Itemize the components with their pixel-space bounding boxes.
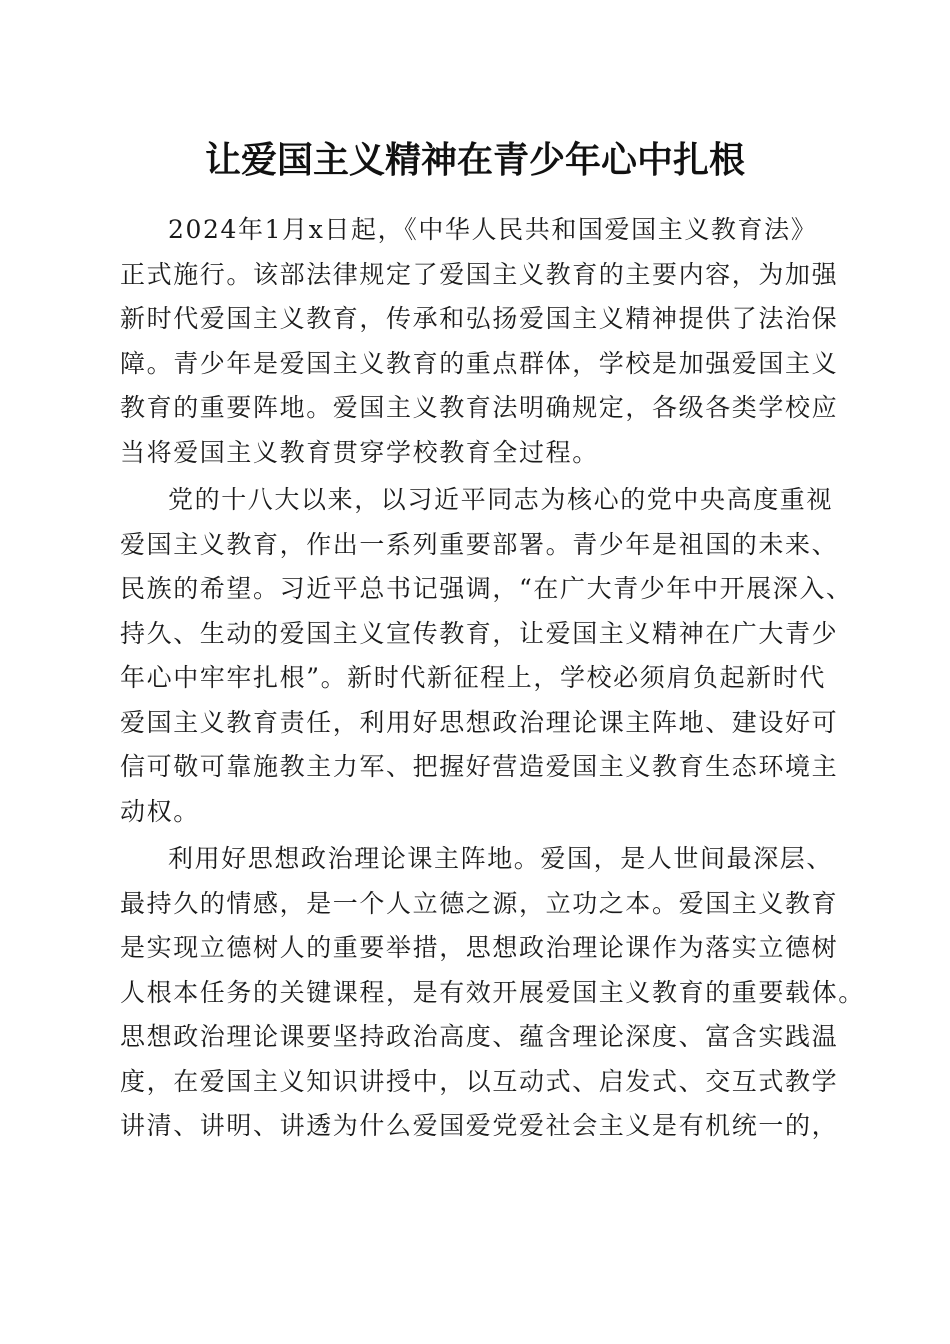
text-line: 爱国主义教育，作出一系列重要部署。青少年是祖国的未来、	[120, 529, 839, 559]
document-body	[120, 208, 865, 1152]
text-line: 讲清、讲明、讲透为什么爱国爱党爱社会主义是有机统一的，	[120, 1111, 839, 1140]
paragraph-3	[120, 837, 865, 1149]
text-line: 人根本任务的关键课程，是有效开展爱国主义教育的重要载体。	[120, 977, 865, 1007]
text-line: 度，在爱国主义知识讲授中，以互动式、启发式、交互式教学	[120, 1066, 839, 1096]
paragraph-1	[120, 208, 840, 475]
text-line: 年心中牢牢扎根”。新时代新征程上，学校必须肩负起新时代	[120, 663, 826, 692]
text-line: 新时代爱国主义教育，传承和弘扬爱国主义精神提供了法治保	[120, 304, 839, 333]
text-line: 障。青少年是爱国主义教育的重点群体，学校是加强爱国主义	[120, 348, 839, 378]
text-line: 正式施行。该部法律规定了爱国主义教育的主要内容，为加强	[120, 259, 839, 289]
text-line: 党的十八大以来，以习近平同志为核心的党中央高度重视	[168, 485, 834, 514]
text-line: 动权。	[120, 796, 200, 826]
text-line: 爱国主义教育责任，利用好思想政治理论课主阵地、建设好可	[120, 707, 839, 737]
paragraph-2	[120, 478, 853, 834]
text-line: 2024年1月x日起，《中华人民共和国爱国主义教育法》	[168, 215, 818, 244]
text-line: 思想政治理论课要坚持政治高度、蕴含理论深度、富含实践温	[120, 1022, 839, 1051]
document-title: 让爱国主义精神在青少年心中扎根	[204, 139, 745, 181]
text-line: 当将爱国主义教育贯穿学校教育全过程。	[120, 437, 599, 467]
text-line: 最持久的情感，是一个人立德之源，立功之本。爱国主义教育	[120, 888, 839, 918]
text-line: 民族的希望。习近平总书记强调，“在广大青少年中开展深入、	[120, 574, 853, 603]
text-line: 是实现立德树人的重要举措，思想政治理论课作为落实立德树	[120, 933, 839, 962]
text-line: 持久、生动的爱国主义宣传教育，让爱国主义精神在广大青少	[120, 618, 839, 648]
text-line: 教育的重要阵地。爱国主义教育法明确规定，各级各类学校应	[120, 393, 839, 422]
text-line: 利用好思想政治理论课主阵地。爱国，是人世间最深层、	[168, 844, 834, 873]
text-line: 信可敬可靠施教主力军、把握好营造爱国主义教育生态环境主	[120, 752, 839, 781]
